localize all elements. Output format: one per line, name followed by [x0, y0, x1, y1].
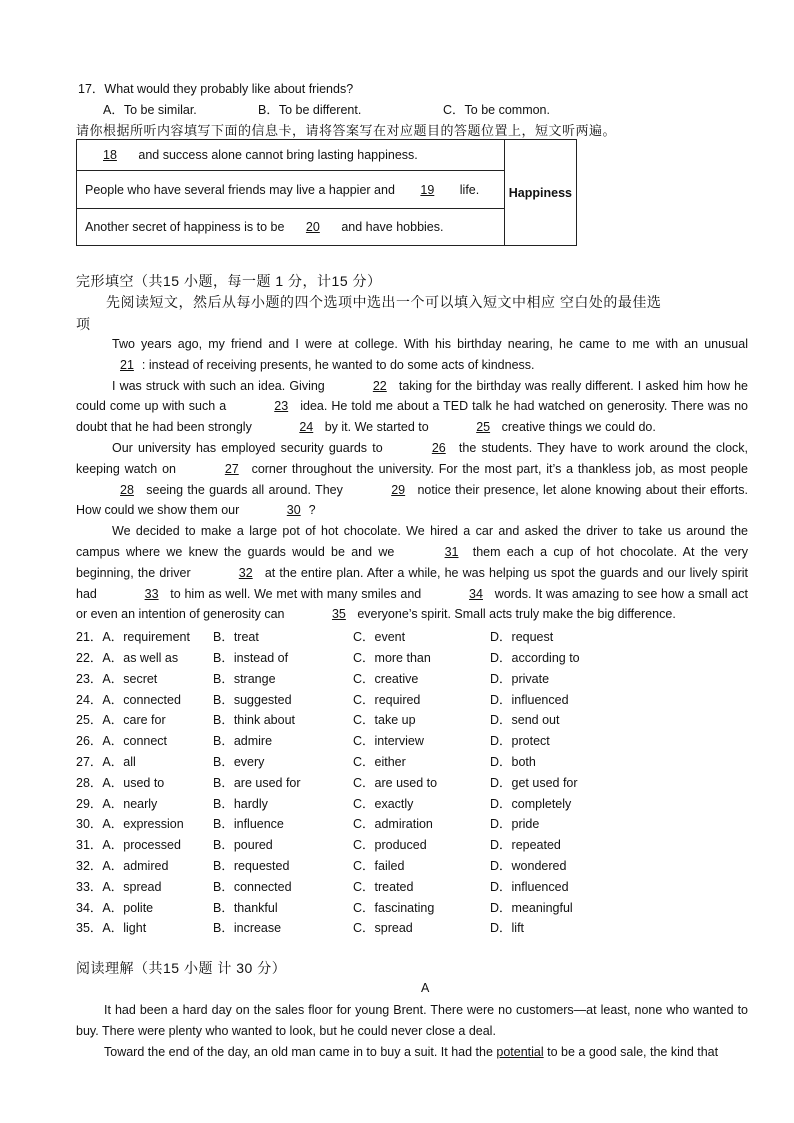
option-35-c: C．spread [353, 921, 413, 935]
blank-27: 27 [224, 461, 239, 476]
option-35-a: 35．A．light [76, 921, 147, 935]
cloze-p2-text-d: idea. He told me about a TED talk he had watched on generosity. There was no doubt that he had been strongly [76, 399, 749, 435]
info-card-row-1 [77, 140, 505, 171]
option-32-a: 32．A．admired [76, 859, 169, 873]
question-17: 17．What would they probably like about friends? [78, 82, 354, 96]
option-25-d: D．send out [490, 713, 560, 727]
cloze-p4-text-c: them each a cup of hot chocolate. At the very beginning, the driver [76, 544, 748, 580]
cloze-p3-text-g: ? [308, 503, 316, 518]
blank-22: 22 [372, 378, 387, 393]
blank-32: 32 [238, 565, 253, 580]
reading-paragraph-2 [76, 1042, 748, 1063]
option-24-d: D．influenced [490, 693, 569, 707]
cloze-p2-text-a: I was struck with such an idea. Giving [112, 378, 325, 393]
underlined-word-potential: potential [496, 1044, 544, 1059]
option-33-b: B．connected [213, 880, 292, 894]
cloze-p2-text-c: taking for the birthday was really different. I asked him how he could come up with such a [76, 378, 748, 414]
option-29-d: D．completely [490, 797, 572, 811]
option-25-b: B．think about [213, 713, 295, 727]
option-21-d: D．request [490, 630, 554, 644]
cloze-p4-text-a: We decided to make a large pot of hot chocolate. We hired a car and asked the driver to take us around the campus where we knew the guards would be and we [76, 524, 748, 559]
blank-33: 33 [144, 586, 159, 601]
option-32-c: C．failed [353, 859, 405, 873]
option-31-c: C．produced [353, 838, 427, 852]
info-card-table [76, 139, 577, 246]
option-23-b: B．strange [213, 672, 276, 686]
option-17-c: C．To be common. [443, 103, 550, 117]
option-17-b: B．To be different. [258, 103, 362, 117]
blank-29: 29 [391, 482, 406, 497]
option-30-b: B．influence [213, 817, 284, 831]
option-26-d: D．protect [490, 734, 550, 748]
option-34-b: B．thankful [213, 901, 278, 915]
option-25-a: 25．A．care for [76, 713, 166, 727]
cloze-p3-text-c: the students. They have to work around the clock, keeping watch on [76, 440, 749, 476]
option-28-d: D．get used for [490, 776, 578, 790]
option-26-a: 26．A．connect [76, 734, 168, 748]
option-34-c: C．fascinating [353, 901, 435, 915]
option-row-21 [76, 627, 756, 647]
option-row-35 [76, 918, 756, 938]
info-card-row-2-end: life. [459, 182, 480, 197]
cloze-paragraph-3 [76, 438, 748, 521]
option-21-c: C．event [353, 630, 406, 644]
info-card-row-3-end: and have hobbies. [341, 220, 444, 234]
info-card-row-2 [77, 171, 505, 209]
option-row-30 [76, 814, 756, 834]
reading-p2-text-a: Toward the end of the day, an old man came in to buy a suit. It had the [104, 1044, 493, 1059]
option-23-a: 23．A．secret [76, 672, 158, 686]
option-30-d: D．pride [490, 817, 540, 831]
option-25-c: C．take up [353, 713, 416, 727]
option-row-25 [76, 710, 756, 730]
cloze-p4-text-d: at the entire plan. After a while, he was helping us spot the guards and our lively spirit had [76, 565, 748, 601]
option-21-b: B．treat [213, 630, 259, 644]
option-row-26 [76, 731, 756, 751]
option-row-27 [76, 752, 756, 772]
option-row-33 [76, 877, 756, 897]
blank-28: 28 [120, 482, 134, 497]
blank-31: 31 [444, 544, 459, 559]
option-26-c: C．interview [353, 734, 424, 748]
cloze-p1-text-a: Two years ago, my friend and I were at college. With his birthday nearing, he came to me with an unusual [112, 337, 748, 351]
passage-label: A [421, 981, 430, 995]
option-32-b: B．requested [213, 859, 290, 873]
blank-30: 30 [286, 503, 301, 518]
option-23-d: D．private [490, 672, 550, 686]
blank-19: 19 [420, 182, 435, 197]
blank-20: 20 [305, 220, 320, 234]
blank-34: 34 [469, 586, 483, 601]
cloze-passage [76, 334, 748, 625]
cloze-p3-text-d: corner throughout the university. For the most part, it’s a thankless job, as most people [251, 461, 748, 476]
cloze-p4-text-f: words. It was amazing to see how a small act or even an intention of generosity can [76, 586, 749, 622]
option-row-29 [76, 794, 756, 814]
listening-instruction: 请你根据所听内容填写下面的信息卡，请将答案写在对应题目的答题位置上，短文听两遍。 [76, 123, 617, 138]
cloze-p4-text-e: to him as well. We met with many smiles and [170, 586, 422, 601]
option-23-c: C．creative [353, 672, 419, 686]
option-24-a: 24．A．connected [76, 693, 181, 707]
option-24-b: B．suggested [213, 693, 292, 707]
cloze-p3-text-a: Our university has employed security guards to [112, 440, 383, 455]
blank-18: 18 [103, 148, 117, 162]
option-29-b: B．hardly [213, 797, 268, 811]
cloze-p3-text-f: notice their presence, let alone knowing about their efforts. How could we show them our [76, 482, 748, 518]
reading-title: 阅读理解（共15 小题 计 30 分） [76, 960, 287, 976]
option-32-d: D．wondered [490, 859, 567, 873]
option-28-c: C．are used to [353, 776, 438, 790]
option-34-d: D．meaningful [490, 901, 573, 915]
option-row-22 [76, 648, 756, 668]
option-row-28 [76, 773, 756, 793]
blank-24: 24 [299, 420, 314, 435]
option-row-32 [76, 856, 756, 876]
option-row-24 [76, 690, 756, 710]
option-row-34 [76, 898, 756, 918]
info-card-side-label: Happiness [504, 140, 576, 246]
option-29-c: C．exactly [353, 797, 414, 811]
cloze-title: 完形填空（共15 小题，每一题 1 分，计15 分） [76, 273, 382, 289]
option-22-b: B．instead of [213, 651, 289, 665]
blank-26: 26 [431, 440, 446, 455]
option-30-a: 30．A．expression [76, 817, 184, 831]
option-24-c: C．required [353, 693, 421, 707]
reading-paragraph-1: It had been a hard day on the sales floor for young Brent. There were no customers—at least, none who wanted to buy. There were plenty who wanted to look, but he could never close a deal. [76, 1003, 748, 1038]
option-29-a: 29．A．nearly [76, 797, 158, 811]
option-33-a: 33．A．spread [76, 880, 162, 894]
option-31-b: B．poured [213, 838, 273, 852]
option-34-a: 34．A．polite [76, 901, 154, 915]
option-27-c: C．either [353, 755, 406, 769]
info-card-row-2-text: People who have several friends may live a happier and [85, 182, 395, 197]
cloze-p2-text-e: by it. We started to [324, 420, 429, 435]
option-22-a: 22．A．as well as [76, 651, 179, 665]
option-31-a: 31．A．processed [76, 838, 181, 852]
blank-21: 21 [120, 357, 134, 372]
reading-passage [76, 1000, 748, 1062]
option-35-b: B．increase [213, 921, 282, 935]
cloze-paragraph-2 [76, 376, 748, 438]
option-row-31 [76, 835, 756, 855]
cloze-p4-text-g: everyone’s spirit. Small acts truly make the big difference. [357, 607, 676, 622]
info-card-row-1-text: and success alone cannot bring lasting happiness. [138, 148, 418, 162]
cloze-paragraph-1 [76, 334, 748, 376]
blank-35: 35 [331, 607, 346, 622]
option-30-c: C．admiration [353, 817, 433, 831]
option-21-a: 21．A．requirement [76, 630, 190, 644]
option-27-b: B．every [213, 755, 265, 769]
option-row-23 [76, 669, 756, 689]
info-card-row-3-text: Another secret of happiness is to be [85, 220, 285, 234]
option-22-c: C．more than [353, 651, 431, 665]
option-33-d: D．influenced [490, 880, 569, 894]
blank-25: 25 [476, 420, 491, 435]
cloze-paragraph-4 [76, 521, 748, 625]
option-28-a: 28．A．used to [76, 776, 165, 790]
option-17-a: A．To be similar. [103, 103, 197, 117]
reading-p2-text-b: to be a good sale, the kind that [547, 1044, 719, 1059]
cloze-p1-text-c: : instead of receiving presents, he wanted to do some acts of kindness. [141, 357, 535, 372]
option-35-d: D．lift [490, 921, 525, 935]
option-31-d: D．repeated [490, 838, 561, 852]
cloze-instruction-line2: 项 [76, 316, 91, 332]
cloze-p3-text-e: seeing the guards all around. They [146, 482, 343, 497]
option-26-b: B．admire [213, 734, 273, 748]
blank-23: 23 [274, 399, 289, 414]
option-27-a: 27．A．all [76, 755, 136, 769]
option-22-d: D．according to [490, 651, 580, 665]
cloze-p2-text-f: creative things we could do. [501, 420, 656, 435]
option-27-d: D．both [490, 755, 536, 769]
option-33-c: C．treated [353, 880, 414, 894]
info-card-row-3 [77, 209, 505, 246]
option-28-b: B．are used for [213, 776, 301, 790]
cloze-instruction-line1: 先阅读短文，然后从每小题的四个选项中选出一个可以填入短文中相应 空白处的最佳选 [106, 294, 662, 310]
